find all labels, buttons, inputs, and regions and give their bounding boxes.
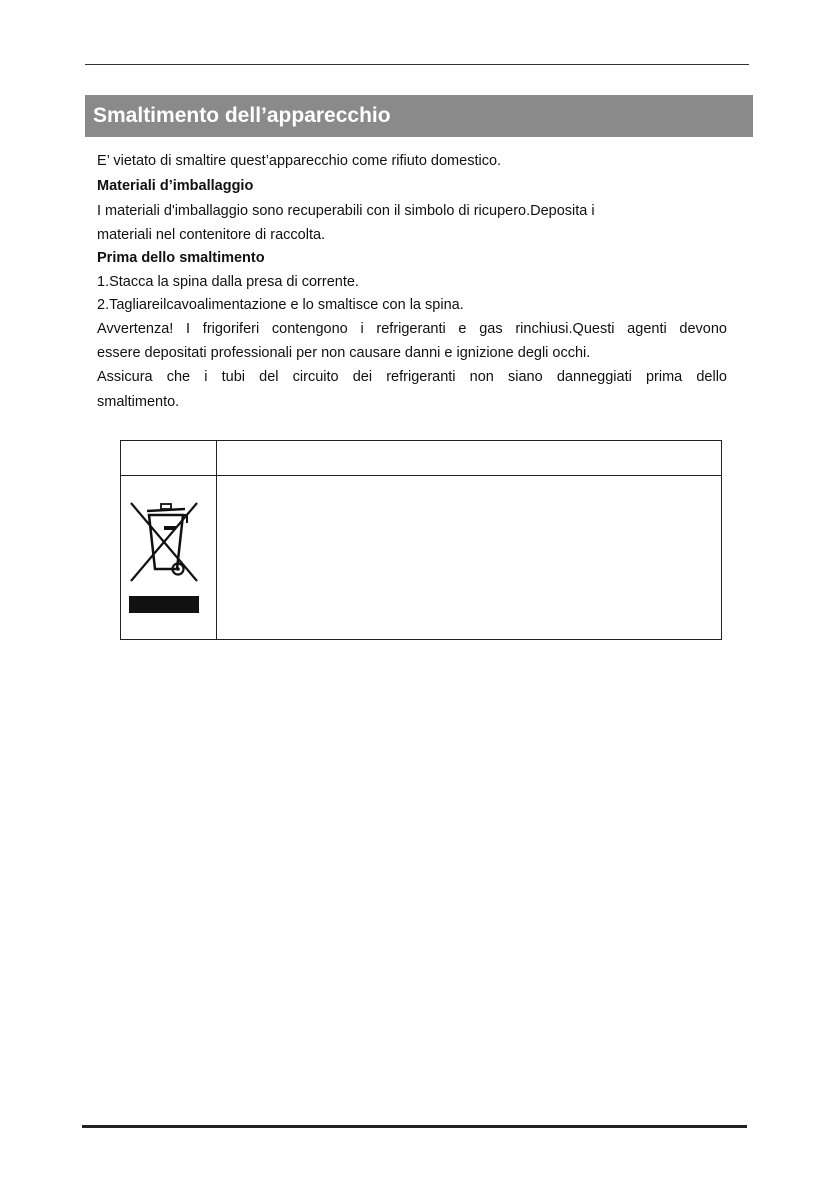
ensure-line-2: smaltimento. bbox=[97, 394, 180, 410]
warning-line-2: essere depositati professionali per non causare danni e ignizione degli occhi. bbox=[97, 345, 591, 361]
section-header bbox=[85, 95, 753, 137]
bottom-rule bbox=[82, 1125, 747, 1128]
packaging-text-line-1: I materiali d'imballaggio sono recuperabili con il simbolo di ricupero.Deposita i bbox=[97, 203, 595, 219]
step-1: 1.Stacca la spina dalla presa di corrente. bbox=[97, 274, 359, 290]
section-title: Smaltimento dell’apparecchio bbox=[93, 104, 391, 127]
ensure-line-1: Assicura che i tubi del circuito dei refrigeranti non siano danneggiati prima dello bbox=[97, 369, 727, 385]
step-2: 2.Tagliareilcavoalimentazione e lo smaltisce con la spina. bbox=[97, 297, 464, 313]
warning-line-1: Avvertenza! I frigoriferi contengono i refrigeranti e gas rinchiusi.Questi agenti devono bbox=[97, 321, 727, 337]
table-body-cell-right bbox=[217, 477, 721, 639]
table-header-cell-left bbox=[121, 441, 216, 476]
packaging-text-line-2: materiali nel contenitore di raccolta. bbox=[97, 227, 326, 243]
top-rule bbox=[85, 64, 749, 65]
crossed-out-wheelie-bin-icon bbox=[127, 495, 201, 615]
disposal-table bbox=[120, 440, 722, 640]
before-disposal-heading: Prima dello smaltimento bbox=[97, 250, 265, 266]
intro-text: E’ vietato di smaltire quest’apparecchio come rifiuto domestico. bbox=[97, 153, 502, 169]
packaging-heading: Materiali d’imballaggio bbox=[97, 178, 254, 194]
table-header-cell-right bbox=[217, 441, 721, 476]
